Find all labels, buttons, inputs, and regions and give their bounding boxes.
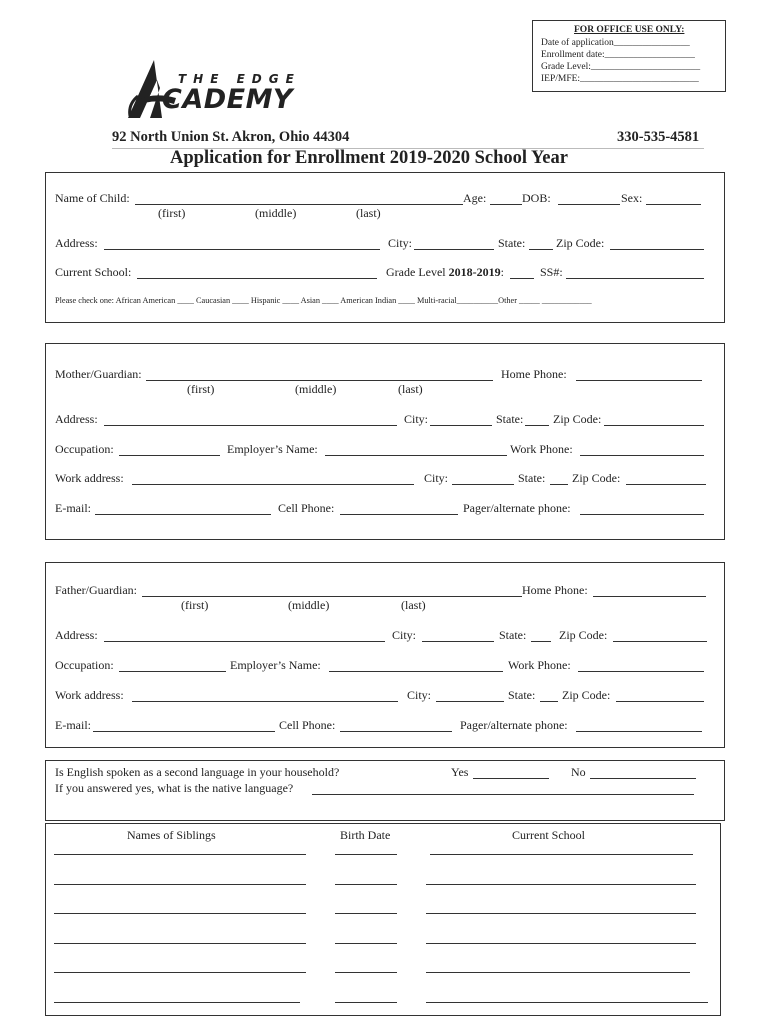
child-ss-field[interactable] bbox=[566, 278, 704, 279]
sibling-3-school[interactable] bbox=[426, 913, 696, 914]
academy-logo bbox=[124, 58, 304, 122]
sibling-5-name[interactable] bbox=[54, 972, 306, 973]
sibling-2-school[interactable] bbox=[426, 884, 696, 885]
grade-level-year: 2018-2019 bbox=[448, 265, 501, 279]
father-work-phone-label: Work Phone: bbox=[508, 658, 571, 672]
child-zip-field[interactable] bbox=[610, 249, 704, 250]
father-work-zip-label: Zip Code: bbox=[562, 688, 611, 702]
father-work-zip-field[interactable] bbox=[616, 701, 704, 702]
father-work-state-field[interactable] bbox=[540, 701, 558, 702]
sibling-6-birth[interactable] bbox=[335, 1002, 397, 1003]
mother-first-caption: (first) bbox=[187, 382, 215, 396]
mother-work-address-field[interactable] bbox=[132, 484, 414, 485]
school-address: 92 North Union St. Akron, Ohio 44304 bbox=[112, 129, 350, 145]
mother-middle-caption: (middle) bbox=[295, 382, 337, 396]
mother-cell-field[interactable] bbox=[340, 514, 458, 515]
mother-city-label: City: bbox=[404, 412, 429, 426]
father-first-caption: (first) bbox=[181, 598, 209, 612]
father-section bbox=[45, 562, 725, 748]
father-employer-label: Employer’s Name: bbox=[230, 658, 321, 672]
native-language-label: If you answered yes, what is the native language? bbox=[55, 781, 294, 795]
child-sex-label: Sex: bbox=[621, 191, 643, 205]
sibling-5-school[interactable] bbox=[426, 972, 690, 973]
language-no-field[interactable] bbox=[590, 778, 696, 779]
mother-work-phone-label: Work Phone: bbox=[510, 442, 573, 456]
mother-work-city-label: City: bbox=[424, 471, 449, 485]
mother-work-state-field[interactable] bbox=[550, 484, 568, 485]
siblings-names-header: Names of Siblings bbox=[127, 828, 216, 842]
sibling-4-school[interactable] bbox=[426, 943, 696, 944]
sibling-5-birth[interactable] bbox=[335, 972, 397, 973]
child-age-field[interactable] bbox=[490, 204, 522, 205]
mother-address-field[interactable] bbox=[104, 425, 397, 426]
mother-home-phone-label: Home Phone: bbox=[501, 367, 567, 381]
mother-work-zip-field[interactable] bbox=[626, 484, 706, 485]
child-state-field[interactable] bbox=[529, 249, 553, 250]
page-title: Application for Enrollment 2019-2020 School Year bbox=[170, 148, 568, 168]
child-school-label: Current School: bbox=[55, 265, 132, 279]
child-last-caption: (last) bbox=[356, 206, 381, 220]
sibling-6-name[interactable] bbox=[54, 1002, 300, 1003]
mother-pager-label: Pager/alternate phone: bbox=[463, 501, 571, 515]
mother-pager-field[interactable] bbox=[580, 514, 704, 515]
child-sex-field[interactable] bbox=[646, 204, 701, 205]
father-work-city-field[interactable] bbox=[436, 701, 504, 702]
father-email-field[interactable] bbox=[93, 731, 275, 732]
father-name-label: Father/Guardian: bbox=[55, 583, 137, 597]
mother-state-field[interactable] bbox=[525, 425, 549, 426]
mother-email-field[interactable] bbox=[95, 514, 271, 515]
language-yes-label: Yes bbox=[451, 765, 469, 779]
father-occupation-label: Occupation: bbox=[55, 658, 114, 672]
mother-work-city-field[interactable] bbox=[452, 484, 514, 485]
father-pager-label: Pager/alternate phone: bbox=[460, 718, 568, 732]
child-school-field[interactable] bbox=[137, 278, 377, 279]
siblings-section bbox=[45, 823, 721, 1016]
mother-zip-label: Zip Code: bbox=[553, 412, 602, 426]
child-first-caption: (first) bbox=[158, 206, 186, 220]
mother-occupation-field[interactable] bbox=[119, 455, 220, 456]
father-pager-field[interactable] bbox=[576, 731, 702, 732]
mother-work-address-label: Work address: bbox=[55, 471, 124, 485]
father-city-field[interactable] bbox=[422, 641, 494, 642]
mother-last-caption: (last) bbox=[398, 382, 423, 396]
child-ss-label: SS#: bbox=[540, 265, 563, 279]
mother-zip-field[interactable] bbox=[604, 425, 704, 426]
sibling-1-school[interactable] bbox=[430, 854, 693, 855]
mother-state-label: State: bbox=[496, 412, 524, 426]
child-city-label: City: bbox=[388, 236, 413, 250]
mother-occupation-label: Occupation: bbox=[55, 442, 114, 456]
father-work-state-label: State: bbox=[508, 688, 536, 702]
office-date-of-application[interactable]: Date of application________________ bbox=[541, 38, 690, 48]
father-city-label: City: bbox=[392, 628, 417, 642]
sibling-3-name[interactable] bbox=[54, 913, 306, 914]
child-age-label: Age: bbox=[463, 191, 487, 205]
sibling-1-name[interactable] bbox=[54, 854, 306, 855]
mother-name-field[interactable] bbox=[146, 380, 493, 381]
child-grade-field[interactable] bbox=[510, 278, 534, 279]
father-work-address-field[interactable] bbox=[132, 701, 398, 702]
mother-employer-field[interactable] bbox=[325, 455, 507, 456]
sibling-4-name[interactable] bbox=[54, 943, 306, 944]
mother-work-phone-field[interactable] bbox=[580, 455, 704, 456]
father-middle-caption: (middle) bbox=[288, 598, 330, 612]
school-phone: 330-535-4581 bbox=[617, 129, 700, 145]
father-employer-field[interactable] bbox=[329, 671, 503, 672]
child-dob-field[interactable] bbox=[558, 204, 620, 205]
language-yes-field[interactable] bbox=[473, 778, 549, 779]
ethnicity-checklist[interactable]: Please check one: African American ____ Caucasian ____ Hispanic ____ Asian ____ American Indian ____ Multi-racial__________Other _____ ____________ bbox=[55, 296, 592, 305]
father-work-phone-field[interactable] bbox=[578, 671, 704, 672]
father-state-label: State: bbox=[499, 628, 527, 642]
father-home-phone-field[interactable] bbox=[593, 596, 706, 597]
sibling-3-birth[interactable] bbox=[335, 913, 397, 914]
father-cell-field[interactable] bbox=[340, 731, 452, 732]
father-home-phone-label: Home Phone: bbox=[522, 583, 588, 597]
child-city-field[interactable] bbox=[414, 249, 494, 250]
office-grade-level[interactable]: Grade Level:_______________________ bbox=[541, 62, 701, 72]
mother-city-field[interactable] bbox=[430, 425, 492, 426]
office-use-title: FOR OFFICE USE ONLY: bbox=[574, 25, 685, 35]
father-occupation-field[interactable] bbox=[119, 671, 226, 672]
mother-address-label: Address: bbox=[55, 412, 98, 426]
sibling-1-birth[interactable] bbox=[335, 854, 397, 855]
father-work-city-label: City: bbox=[407, 688, 432, 702]
father-state-field[interactable] bbox=[531, 641, 551, 642]
father-work-address-label: Work address: bbox=[55, 688, 124, 702]
father-address-field[interactable] bbox=[104, 641, 385, 642]
child-address-label: Address: bbox=[55, 236, 98, 250]
siblings-birth-header: Birth Date bbox=[340, 828, 391, 842]
grade-level-colon: : bbox=[500, 265, 504, 279]
native-language-field[interactable] bbox=[312, 794, 694, 795]
sibling-2-birth[interactable] bbox=[335, 884, 397, 885]
mother-cell-label: Cell Phone: bbox=[278, 501, 335, 515]
logo-top-text: THE EDGE bbox=[178, 72, 301, 86]
english-second-language-question: Is English spoken as a second language in your household? bbox=[55, 765, 340, 779]
sibling-4-birth[interactable] bbox=[335, 943, 397, 944]
mother-name-label: Mother/Guardian: bbox=[55, 367, 142, 381]
father-address-label: Address: bbox=[55, 628, 98, 642]
father-last-caption: (last) bbox=[401, 598, 426, 612]
child-dob-label: DOB: bbox=[522, 191, 551, 205]
mother-home-phone-field[interactable] bbox=[576, 380, 702, 381]
siblings-school-header: Current School bbox=[512, 828, 585, 842]
office-iep-mfe[interactable]: IEP/MFE:_________________________ bbox=[541, 74, 699, 84]
sibling-2-name[interactable] bbox=[54, 884, 306, 885]
child-middle-caption: (middle) bbox=[255, 206, 297, 220]
sibling-6-school[interactable] bbox=[426, 1002, 708, 1003]
father-zip-label: Zip Code: bbox=[559, 628, 608, 642]
father-email-label: E-mail: bbox=[55, 718, 91, 732]
mother-work-state-label: State: bbox=[518, 471, 546, 485]
child-grade-label bbox=[386, 265, 504, 280]
mother-employer-label: Employer’s Name: bbox=[227, 442, 318, 456]
father-name-field[interactable] bbox=[142, 596, 522, 597]
mother-email-label: E-mail: bbox=[55, 501, 91, 515]
child-zip-label: Zip Code: bbox=[556, 236, 605, 250]
child-name-field[interactable] bbox=[135, 204, 463, 205]
child-name-label: Name of Child: bbox=[55, 191, 130, 205]
logo-bottom-text: CADEMY bbox=[162, 84, 293, 115]
father-cell-label: Cell Phone: bbox=[279, 718, 336, 732]
father-zip-field[interactable] bbox=[613, 641, 707, 642]
mother-section bbox=[45, 343, 725, 540]
mother-work-zip-label: Zip Code: bbox=[572, 471, 621, 485]
grade-level-text: Grade Level bbox=[386, 265, 446, 279]
child-state-label: State: bbox=[498, 236, 526, 250]
office-enrollment-date[interactable]: Enrollment date:___________________ bbox=[541, 50, 695, 60]
child-address-field[interactable] bbox=[104, 249, 380, 250]
language-no-label: No bbox=[571, 765, 586, 779]
